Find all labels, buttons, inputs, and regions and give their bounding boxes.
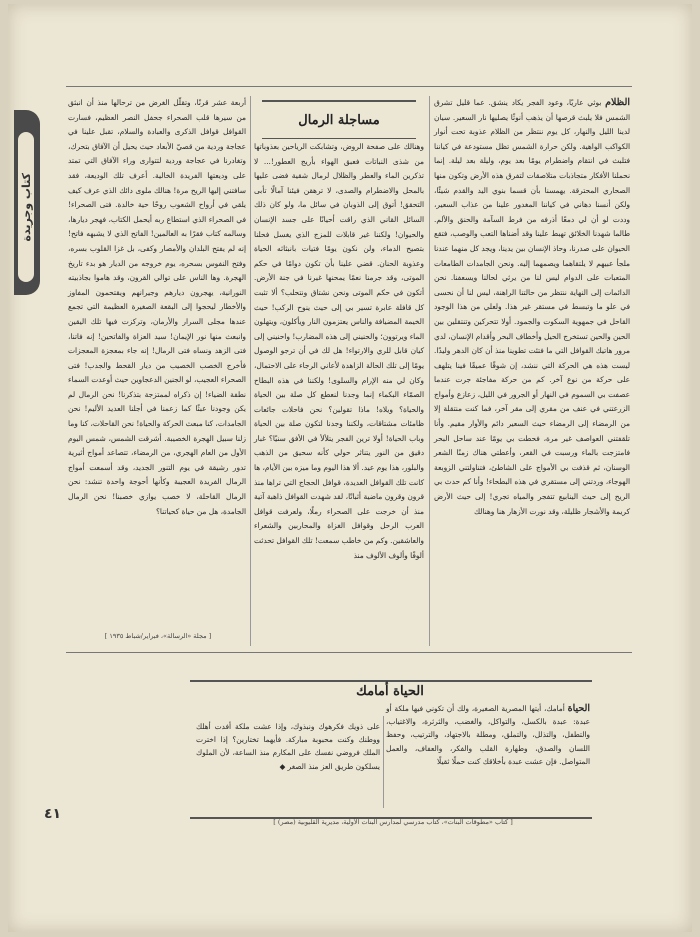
article1-source: [ مجلة «الرسالة»، فبراير/شباط ١٩٣٥ ]	[104, 632, 212, 640]
section-tab-label: كتاب وجريدة	[19, 172, 33, 242]
article2-lead-word: الحياة	[567, 703, 590, 714]
article1-column-left-text: أربعة عشر قرنًا، وتقلّل الغرض من ترحالها منذ أن انبثق من سيرها قلب الصحراء جحفل النصر العظيم، فسارت القوافل قوافل الذكرى والعبادة والسلام، تقبل علينا في عجاجة وردية من قصيّ الأبعاد حيث يحيل أن الآفاق بتحرك، وتغادرنا في عجاجة وردية لتتوارى وراء الآفاق التي تمتد على وديعتها الفريدة الخالية. أعرف تلك الوديعة، فقد سافتني إليها الريح مرة! هنالك ملوى دائك الذي عرف كيف يلقي في أرواح الشعوب روحًا حية خالدة. فتى الصحراء! في الصحراء الذي استطاع ربه أيحمل الكتاب، فهجر ديارها، وسالمه كتاب فقرًا به العالمين! الفاتح الذي لا يشبهه فاتح! إنه لم يفتح البلدان والأمصار وكفى، بل غزا القلوب بسره، وفتح النفوس بسحره، يوم خروجه من الديار هو بدء تاريخ الهجرة. وها الناس على توالي القرون، وقد هاموا بجاذبيته النورانية، يهجرون ديارهم وجيرانهم ويقتحمون المفاوز والأخطار ليحجوا إلى البقعة الصغيرة العظيمة التي تجمع عندها مجلى السرار والأرمان، وتركزت فيها تلك اليقين وانبعث منها نور الإيمان! سيد العزاة والفاتحين! إنه فاتنا، فتى الزهد ونساه فتى الرمال! إنه جاء بمعجزة المعجزات فأخرج الخصب الخصيب من ديار القحط والجدب! فتى الصحراء العجيب، لو الجنين الدعجاوين حيث أوعدت السماء نطفة الضياء! إن ذكراه لممتزجة بتذكرنا! نحن الرمال لم يكن وجودنا عبثًا كما زعمنا في أجلنا العديد الأليم! نحن الجامدات، كنا مبعث الحركة والحياة! نحن القاحلات، كنا وما زلنا سبيل الهجرة الخصيبة. أشرقت الشمس، شمس اليوم الأول من العام الهجري، من الرمضاء، تتصاعد أمواج أثيرية تدور رشيقة في يوم التنور الجديد، وقد أسمعت أمواج الرمال الفريدة العجيبة وكأنها أحوجة واحدة تنشد: نحن الرمال القاحلة، لا خصب يوازي خصبنا! نحن الرمال الجامدة، هل من حياة كحياتنا؟	[68, 98, 246, 516]
article1-lead-word: الظلام	[605, 97, 630, 108]
article1-column-left	[68, 96, 246, 519]
article2-source: [ كتاب «مطوقات البنات»، كتاب مدرسي لمدارس البنات الأولية، مديرية القليوبية (مصر) ]	[273, 818, 513, 826]
article1-column-middle	[254, 140, 424, 563]
article1-column-right	[434, 96, 630, 519]
top-rule	[66, 86, 632, 87]
column-divider	[250, 96, 251, 646]
article2-column-divider	[383, 716, 384, 808]
article2-title: الحياة أمامك	[356, 684, 424, 699]
article1-title: مساجلة الرمال	[298, 112, 380, 128]
article1-column-middle-text: وهنالك على صفحة الروض، وتشابكت الرياحين بعذوباتها من شذى النباتات فعبق الهواء بأريج العطور!... لا تذكرين الماء والعطر والظلال لرمال شقية فضى عليها بالمحل والاضطرام والصدى، لا ترهقن فيئنا آمالًا تأبى التحقق! أتوق إلى الذوبان في سائل ما، ولو كان ذلك السائل القاني الذي راقت أحيانًا على جسد الإنسان والحيوان! ولكننا غير قابلات للمزج الذي يغسل فحلنا بتصيح الدماء، ولن نكون يومًا فتيات بانبثاثه الحياة وعذوبة الحنان. قضي علينا بأن تكون دوامًا في حكم الموتى، وقد جرمنا نعمًا يمحنها غيرنا في جنة الأرض. أتكون في حكم الموتى ونحن نشتاق ونتحلب؟ ألا تثبت كل قافلة عابرة تسير بي إلى حيث ينوح الركب! حيث الخيمة المضيافة والناس يعتزمون النار ويأكلون، ويتهلون الماء ويرتوون؛ والحنيني إلى هذه المضارب! واحنيني إلى كيان قابل للري والارتواء! هل لك في أن ترجو الوصول يومًا إلى تلك الحالة الزاهدة لأعاني الرجاء على الاحتمال، وكان لي منه الإرام والسلوى! ولكننا في هذه البطاح الصمّاء البكماء إنما وجدنا لنعطع كل صلة بين الحياة والحياة؟ ويلاه! ماذا تقولين؟ نحن فاحلات جائعات ظامئات مشتاقات، ولكننا وجدنا لتكون صلة بين الحياة وباب الحياة! أولا ترين الفجر يتلألأ في الأفق سنيًا؟ غبار دقيق من النور يتناثر حولي كأنه سحيق من الذهب والبلور، هذا يوم عيد. ألا هذا اليوم وما ميزه بين الأيام، ها كانت تلك القوافل العديدة، قوافل الحجاج التي تراها منذ قرون وقرون ماضية أثباتًا، لقد شهدت القوافل ذاهبة آتية منذ أن خرجت على الصحراء رملًا، ولعرفت قوافل العرب الرحل وقوافل الغزاة والمحاربين والشعراء والعاشقين. وكم من خاطب سمعت! تلك القوافل تحدثت ألوفًا وألوف الألوف منذ	[254, 142, 424, 560]
column-divider	[429, 96, 430, 646]
article2-column-left	[196, 720, 380, 773]
section-tab-label-box	[18, 132, 34, 282]
article2-column-right-text: أمامك، أيتها المصرية الصغيرة، ولك أن تكوني فيها ملكة أو عبدة: عبدة بالكسل، والتواكل، والغضب، والثرثرة، والاغتياب، والتطفل، والتذلل، والتملق، ومطلة بالاجتهاد، والترتيب، وحفظ اللسان والصدق، وطهارة القلب والفكر، والعفاف، والعمل المتواصل. فإن عشت عبدة بأخلاقك كنت حملًا ثقيلًا	[386, 704, 590, 766]
article1-column-right-text: بوثي عاريًا، وعود الفجر يكاد ينشق. عما قليل تشرق الشمس فلا يلبث قرصها أن يذهب أنوثًا يصليها نار السعير. سيان لدينا الليل والنهار، كل يوم ننتظر من الظلام عذوبة تحت أنوار الكواكب الواهية. ولكن حرارة الشمس تظل مستودعة في كياننا فتلبث في انتقام واضطرام يومًا بعد يوم، وليلة بعد ليلة. إنما نحملنا الأفكار متجاذبات متلاصقات لتفرق هذه الأرض وتكون منها الصحاري المحترقة. يهمسنا بأن قسما بنوي اليد والقدم شيئًا، ولكن أنسنا دهاني في كياننا المغدور علينا من عذاب السعير، وددت لو أن لي دمعًا أذرفه من فرط السآمة والحنق والألم. طالما شهدنا الخلائق تهبط علينا وقد أضناها التعب والوصب، فتقع الحيوان على صدرنا، وحاذ الإنسان بين يدينا، ويجد كل منهما عندنا ملجأ عبيهم لا يلتقاهما ويصمهما إليه. ونحن الجامدات الطامعات المتعبات على الدوام ليس لنا من يرثي لحالنا ويسعفنا. نحن الدائمات إلى النهاية ننتظر من حالتنا الراهنة، ليس لنا أن نحسى في علو ما وتبسط في مستقر غير هذا. ولعلي من هذا الوجود القاحل في جمهوية السكوت والجمود. أولا تتحركين وتنتقلين بين الحين والحين تستخرج الحيل وأخطاف البحر وأقدام الإنسان، لدي مرور هاتيك القوافل التي ما فتئت تطوينا منذ أن كان الدهر وليدًا. ليست هذه هي الحركة التي ننشد، إن شوقًا عميقًا فينا يتلهف على حركة من نوع آخر. كم من حركة مفاجئة جرت عندما عصفت بي السموم في النهار أو الجرور في الليل، زعازع وأمواج الزرعتني في عنف من مقري إلى مقر آخر، فما كنت منتقلة إلا من الرمضاء إلى الرمضاء حيث السعير دائم والأوار مقيم. وأنا تلقفتني العواصف غير مرة، فحطت بي يومًا عند ساحل البحر فامتزجت بالماء ورسبت في القعر، وأعطتي هناك زمنًا الشعر الوسنان، ثم قذفت بي الأمواج على الشاطئ، فتناولتني الزوبعة الهوجاء، وردتني إلى مستقري في هذه البطحاء! وأنا كم حدث بي الريح إلى حيث الينابيع تتفجر والمياه تجري! إلى حيث الأرض كريمة والأشجار ظليلة، وقد نورت الأزهار هنا وهنالك	[434, 98, 630, 516]
bottom-rule	[66, 652, 632, 653]
page-number: ٤١	[44, 806, 62, 822]
article2-column-right	[386, 702, 590, 768]
article2-column-left-text: على ذويك فكرهوك ونبذوك، وإذا عشت ملكة أفدت أهلك ووطنك وكنت محبوبة مباركة. فأيهما تختارين؟ إذا اخترت الملك فروضي نفسك على المكارم منذ الساعة، لأن الملوك يسلكون طريق العز منذ الصغر ◆	[196, 722, 380, 771]
article1-title-box	[262, 100, 416, 139]
